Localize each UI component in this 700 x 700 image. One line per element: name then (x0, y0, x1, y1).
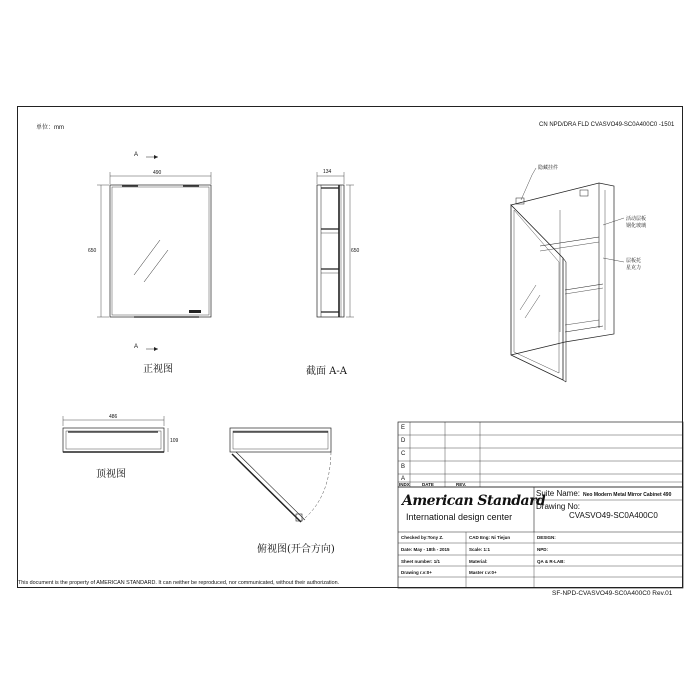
section-view-title: 截面 A-A (306, 366, 348, 377)
top-depth-dimension: 109 (170, 438, 179, 444)
revision-col-index: INDX (399, 482, 410, 487)
cad-engineer: CAD Eng: Ni Tiejun (469, 535, 511, 540)
form-code: SF-NPD-CVASVO49-SC0A400C0 Rev.01 (552, 590, 673, 597)
unit-label: 单位：mm (36, 125, 64, 131)
revision-col-date: DATE (422, 482, 434, 487)
checked-by: Checked by:Tony Z. (401, 535, 444, 540)
suite-label: Suite Name: (536, 489, 581, 498)
callout-shelf-line1: 活动层板 (626, 216, 647, 222)
drawing-number: CVASVO49-SC0A400C0 (569, 511, 658, 520)
mirror-reflection-mark (134, 240, 160, 275)
callout-shelf-support-line2: 星克力 (626, 265, 642, 271)
revision-row-c: C (401, 451, 406, 457)
front-view-title: 正视图 (143, 364, 173, 375)
callout-shelf-support-line1: 层板托 (626, 258, 642, 264)
document-code: CN NPD/DRA FLD CVASVO49-SC0A400C0 -1501 (539, 122, 675, 128)
qa-lab-field: QA & R-LAB: (537, 559, 565, 564)
open-door-line (232, 454, 301, 522)
section-marker-top: A (134, 152, 139, 158)
revision-row-b: B (401, 464, 406, 470)
drawing-label: Drawing No: (536, 502, 581, 511)
revision-row-d: D (401, 438, 406, 444)
property-notice: This document is the property of AMERICAN STANDARD. It can neither be reproduced, nor communicated, without their authorization. (18, 580, 340, 586)
date-field: Date: May - 18th - 2015 (401, 547, 450, 552)
material-field: Material: (469, 559, 488, 564)
iso-open-door (511, 205, 563, 380)
brand-logo: American Standard (402, 493, 546, 509)
plan-view-title: 俯视图(开合方向) (257, 544, 335, 555)
scale-field: Scale: 1:1 (469, 547, 491, 552)
section-height-dimension: 650 (351, 248, 360, 254)
callout-hidden-hanger: 隐藏挂件 (538, 165, 559, 171)
revision-table-outline (398, 422, 683, 487)
master-revision: Master r.v:0+ (469, 570, 497, 575)
suite-value: Neo Modern Metal Mirror Cabinet 490 (583, 492, 672, 498)
iso-cabinet-outline (511, 183, 614, 355)
brand-subtitle: International design center (406, 512, 513, 522)
callout-shelf-line2: 钢化玻璃 (626, 223, 647, 229)
section-depth-dimension: 134 (323, 169, 332, 175)
top-width-dimension: 486 (109, 414, 118, 420)
drawing-revision: Drawing r.v:0+ (401, 570, 432, 575)
front-logo-plate (189, 310, 201, 313)
top-view-title: 顶视图 (96, 469, 126, 480)
front-width-dimension: 490 (153, 170, 162, 176)
front-view-outline (110, 185, 211, 317)
revision-row-a: A (401, 476, 406, 482)
sheet-number: Sheet number: 1/1 (401, 559, 441, 564)
revision-row-e: E (401, 425, 406, 431)
section-marker-bottom: A (134, 344, 139, 350)
swing-arc (300, 452, 331, 522)
front-height-dimension: 650 (88, 248, 97, 254)
design-field: DESIGN: (537, 535, 556, 540)
npd-field: NPD: (537, 547, 548, 552)
revision-col-rev: REV. (456, 482, 467, 487)
